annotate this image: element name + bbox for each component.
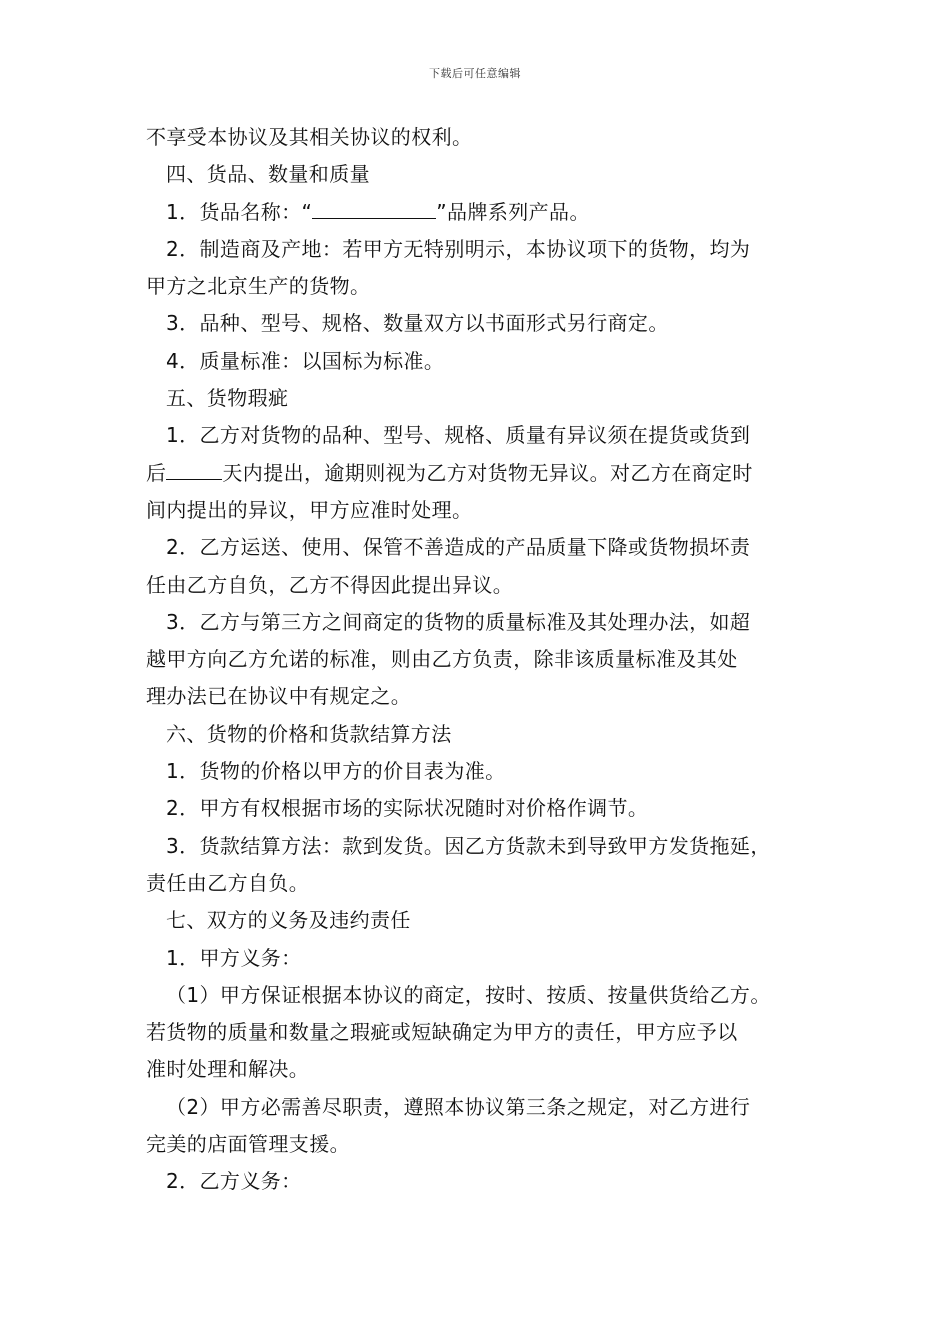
section-heading-5: 五、货物瑕疵: [166, 386, 289, 411]
paragraph-line: 1．甲方义务：: [166, 945, 302, 970]
goods-name-prefix: 1．货品名称：“: [166, 199, 313, 224]
paragraph-line: 完美的店面管理支援。: [146, 1132, 350, 1157]
item-goods-name: [146, 194, 826, 231]
paragraph-line: 若货物的质量和数量之瑕疵或短缺确定为甲方的责任，甲方应予以: [146, 1020, 738, 1045]
paragraph-line: 准时处理和解决。: [146, 1057, 310, 1082]
document-body: [146, 119, 826, 1201]
item-days-line: [146, 455, 826, 492]
paragraph-line: 2．制造商及产地：若甲方无特别明示，本协议项下的货物，均为: [166, 236, 751, 261]
paragraph-line: 不享受本协议及其相关协议的权利。: [146, 125, 473, 149]
paragraph-line: （1）甲方保证根据本协议的商定，按时、按质、按量供货给乙方。: [166, 982, 771, 1007]
days-suffix: 天内提出，逾期则视为乙方对货物无异议。对乙方在商定时: [222, 460, 753, 485]
paragraph-line: 2．甲方有权根据市场的实际状况随时对价格作调节。: [166, 796, 649, 821]
paragraph-line: 1．乙方对货物的品种、型号、规格、质量有异议须在提货或货到: [166, 423, 751, 448]
goods-name-blank: [312, 194, 436, 219]
paragraph-line: 越甲方向乙方允诺的标准，则由乙方负责，除非该质量标准及其处: [146, 647, 738, 672]
paragraph-line: 3．乙方与第三方之间商定的货物的质量标准及其处理办法，如超: [166, 609, 751, 634]
paragraph-line: 2．乙方运送、使用、保管不善造成的产品质量下降或货物损坏责: [166, 535, 751, 560]
paragraph-line: 3．品种、型号、规格、数量双方以书面形式另行商定。: [166, 311, 669, 336]
paragraph-line: 2．乙方义务：: [166, 1169, 302, 1194]
goods-name-suffix: ”品牌系列产品。: [436, 199, 590, 224]
days-blank: [166, 455, 222, 480]
paragraph-line: 甲方之北京生产的货物。: [146, 274, 371, 299]
paragraph-line: 责任由乙方自负。: [146, 870, 310, 895]
paragraph-line: 4．质量标准：以国标为标准。: [166, 348, 445, 373]
paragraph-line: 间内提出的异议，甲方应准时处理。: [146, 497, 473, 522]
paragraph-line: 任由乙方自负，乙方不得因此提出异议。: [146, 572, 514, 597]
section-heading-7: 七、双方的义务及违约责任: [166, 908, 411, 933]
days-prefix: 后: [146, 460, 167, 485]
paragraph-line: 1．货物的价格以甲方的价目表为准。: [166, 759, 506, 784]
page-header: 下载后可任意编辑: [429, 67, 521, 80]
paragraph-line: 3．货款结算方法：款到发货。因乙方货款未到导致甲方发货拖延，: [166, 833, 771, 858]
section-heading-6: 六、货物的价格和货款结算方法: [166, 721, 452, 746]
paragraph-line: 理办法已在协议中有规定之。: [146, 684, 412, 709]
section-heading-4: 四、货品、数量和质量: [166, 162, 370, 187]
paragraph-line: （2）甲方必需善尽职责，遵照本协议第三条之规定，对乙方进行: [166, 1094, 751, 1119]
